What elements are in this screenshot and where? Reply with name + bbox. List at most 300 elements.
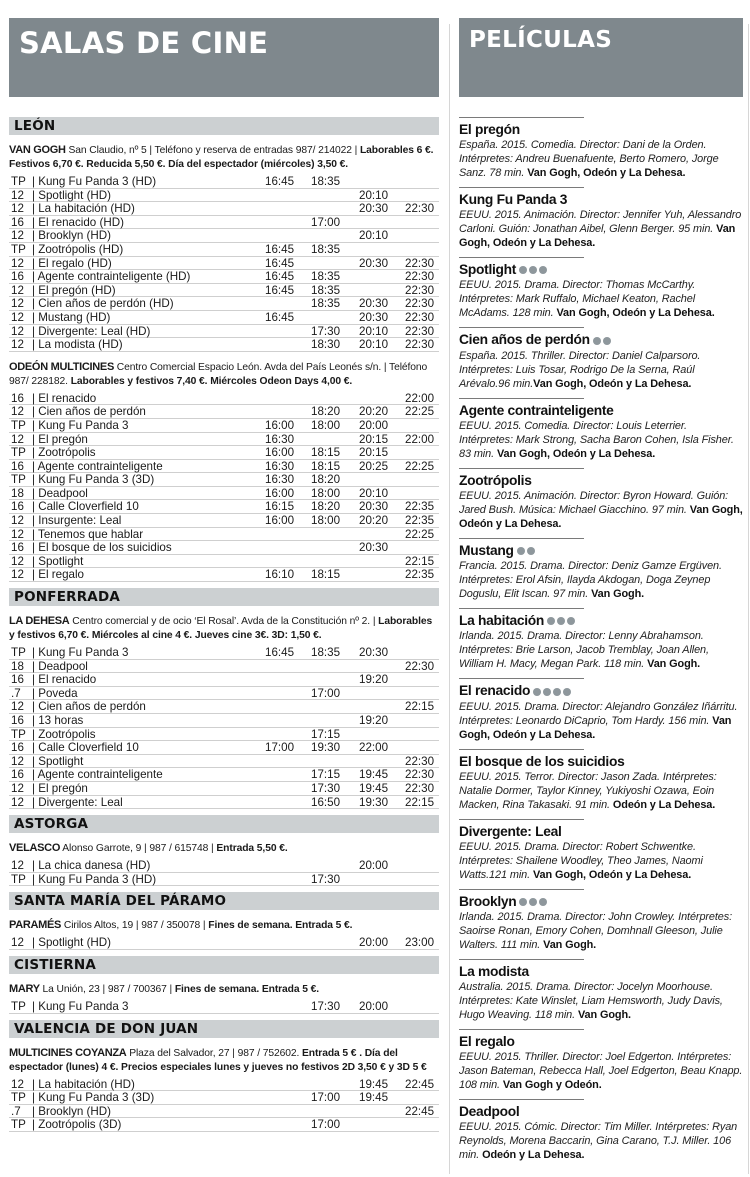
showtime: 22:35	[405, 568, 435, 582]
movie-title	[32, 714, 83, 727]
showtime: 17:30	[311, 999, 341, 1013]
movie-title-text: 13 horas	[38, 714, 84, 727]
separator: |	[32, 175, 39, 188]
film-divider	[459, 608, 584, 609]
separator: |	[32, 795, 39, 809]
cinema-prices: Laborables 6 €. Festivos 6,70 €. Reducida 5,50 €. Día del espectador (miércoles) 3,50 €.	[9, 145, 434, 170]
movie-title	[32, 175, 156, 188]
showtime: 18:30	[311, 338, 341, 352]
showtime-row	[9, 936, 439, 950]
showtime: 18:20	[311, 500, 341, 514]
column-divider	[449, 24, 450, 1174]
showtime: 18:15	[311, 446, 341, 460]
film-details: Irlanda. 2015. Drama. Director: Lenny Abrahamson. Intérpretes: Brie Larson, Jacob Tremblay, Joan Allen, William H. Macy, Megan Park. 118 min.	[459, 630, 709, 671]
showtime: 20:15	[359, 446, 389, 460]
showtime-row	[9, 392, 439, 406]
movie-title	[32, 500, 139, 513]
age-rating: 12	[11, 432, 24, 446]
film-divider	[459, 187, 584, 188]
film-title	[459, 192, 743, 208]
showtime: 18:15	[311, 568, 341, 582]
film-title	[459, 122, 743, 138]
movie-title-text: Divergente: Leal (HD)	[38, 324, 151, 338]
age-rating: TP	[11, 418, 26, 432]
movie-title-text: La modista (HD)	[38, 338, 123, 352]
film-details: EEUU. 2015. Drama. Director: Thomas McCarthy. Intérpretes: Mark Ruffalo, Michael Keaton, Rachel McAdams. 128 min.	[459, 279, 696, 320]
movie-title	[32, 446, 96, 459]
cinema-address: San Claudio, nº 5 | Teléfono y reserva de entradas 987/ 214022 |	[68, 145, 360, 156]
movie-title-text: Kung Fu Panda 3	[38, 999, 129, 1013]
separator: |	[32, 673, 39, 687]
separator: |	[32, 781, 39, 795]
movie-title	[32, 270, 190, 283]
film-entry	[459, 745, 743, 812]
film-description	[459, 138, 743, 180]
rating-dot-icon	[553, 688, 561, 696]
showtime: 22:30	[405, 324, 435, 338]
separator: |	[32, 473, 39, 487]
rating-dot-icon	[557, 617, 565, 625]
showtime: 18:35	[311, 646, 341, 660]
film-entry	[459, 113, 743, 180]
age-rating: TP	[11, 473, 26, 487]
movie-title-text: Zootrópolis (3D)	[38, 1118, 122, 1132]
movie-title-text: La habitación (HD)	[38, 1077, 135, 1091]
film-description	[459, 840, 743, 882]
movie-title	[32, 1105, 111, 1118]
showtime-row	[9, 189, 439, 203]
film-description	[459, 980, 743, 1022]
film-title-text: Brooklyn	[459, 893, 517, 909]
showtime-row	[9, 541, 439, 555]
showtime: 22:30	[405, 338, 435, 352]
movie-title-text: El pregón (HD)	[38, 283, 116, 297]
age-rating: 12	[11, 700, 24, 714]
cinema-name: ODEÓN MULTICINES	[9, 360, 114, 373]
movie-title-text: Agente contrainteligente	[37, 768, 163, 782]
showtime-row	[9, 714, 439, 728]
rating-dot-icon	[539, 898, 547, 906]
movie-title-text: Calle Cloverfield 10	[38, 741, 139, 755]
showtime: 22:30	[405, 754, 435, 768]
rating-dot-icon	[543, 688, 551, 696]
city-header: SANTA MARÍA DEL PÁRAMO	[9, 892, 439, 910]
movie-title	[32, 311, 110, 324]
movie-title-text: Kung Fu Panda 3	[38, 418, 129, 432]
showtime-row	[9, 243, 439, 257]
film-title-text: Spotlight	[459, 262, 517, 277]
separator: |	[32, 727, 39, 741]
showtime: 22:30	[405, 659, 435, 673]
movie-title-text: El renacido	[38, 391, 97, 405]
film-divider	[459, 1029, 584, 1030]
showtime: 17:15	[311, 768, 341, 782]
film-title-text: Agente contrainteligente	[459, 402, 614, 418]
rating-dots	[547, 613, 577, 629]
showtime: 18:00	[311, 486, 341, 500]
film-details: Australia. 2015. Drama. Director: Jocelyn Moorhouse. Intérpretes: Kate Winslet, Liam Hemsworth, Judy Davis, Hugo Weaving. 118 min.	[459, 981, 723, 1022]
movie-title	[32, 1078, 135, 1091]
separator: |	[32, 391, 39, 405]
movie-title-text: Zootrópolis	[38, 727, 96, 741]
showtime: 20:10	[359, 486, 389, 500]
film-divider	[459, 1099, 584, 1100]
rating-dot-icon	[547, 617, 555, 625]
showtime: 22:25	[405, 527, 435, 541]
showtime: 16:45	[265, 283, 295, 297]
age-rating: 12	[11, 859, 24, 873]
film-details: EEUU. 2015. Terror. Director: Jason Zada. Intérpretes: Natalie Dormer, Taylor Kinney, Yukiyoshi Ozawa, Eoin Macken, Rina Takasaki. 91 min.	[459, 770, 717, 811]
film-divider	[459, 538, 584, 539]
age-rating: 12	[11, 936, 24, 950]
movie-title-text: El bosque de los suicidios	[38, 541, 172, 555]
film-details: Irlanda. 2015. Drama. Director: John Crowley. Intérpretes: Saoirse Ronan, Emory Cohen, Domhnall Gleeson, Julie Walters. 111 min.	[459, 911, 733, 952]
film-divider	[459, 889, 584, 890]
rating-dots	[519, 262, 549, 278]
movie-title	[32, 528, 143, 541]
film-entry	[459, 1095, 743, 1162]
age-rating: 16	[11, 768, 24, 782]
film-cinemas: Odeón y La Dehesa.	[612, 798, 716, 811]
showtime: 19:30	[359, 795, 389, 809]
movie-title	[32, 859, 150, 872]
movie-title	[32, 700, 146, 713]
film-divider	[459, 257, 584, 258]
rating-dot-icon	[529, 266, 537, 274]
showtime: 20:30	[359, 310, 389, 324]
film-divider	[459, 749, 584, 750]
showtime: 22:30	[405, 781, 435, 795]
separator: |	[32, 646, 39, 660]
showtime: 17:30	[311, 872, 341, 886]
showtime: 19:20	[359, 673, 389, 687]
cinema-sections	[9, 117, 439, 1132]
movie-title	[32, 1091, 154, 1104]
movie-title-text: Brooklyn (HD)	[38, 1104, 112, 1118]
showtime-row	[9, 216, 439, 230]
film-cinemas: Van Gogh.	[647, 658, 701, 671]
cinema-prices: Entrada 5,50 €.	[216, 843, 288, 855]
movie-title-text: Tenemos que hablar	[38, 527, 144, 541]
showtime: 20:10	[359, 324, 389, 338]
movie-title-text: Kung Fu Panda 3 (3D)	[38, 1091, 155, 1105]
film-title	[459, 473, 743, 489]
showtime: 16:45	[265, 646, 295, 660]
movie-title-text: El pregón	[38, 432, 88, 446]
rating-dot-icon	[519, 266, 527, 274]
film-cinemas: Van Gogh.	[577, 1009, 631, 1022]
cinema-info	[9, 143, 439, 172]
film-entry	[459, 674, 743, 741]
showtime: 17:00	[311, 1091, 341, 1105]
showtime: 23:00	[405, 936, 435, 950]
film-details: EEUU. 2015. Drama. Director: Alejandro González Iñárritu. Intérpretes: Leonardo DiCaprio, Tom Hardy. 156 min.	[459, 700, 738, 727]
film-entry	[459, 464, 743, 531]
movie-title	[32, 297, 174, 310]
showtime: 22:30	[405, 202, 435, 216]
showtimes-table	[9, 936, 439, 950]
movie-title	[32, 189, 111, 202]
right-border	[748, 24, 749, 1174]
age-rating: 12	[11, 297, 24, 311]
cinema-address: Plaza del Salvador, 27 | 987 / 752602.	[129, 1047, 303, 1059]
movie-title-text: Spotlight (HD)	[38, 188, 112, 202]
showtime-row	[9, 568, 439, 582]
age-rating: TP	[11, 1091, 26, 1105]
age-rating: TP	[11, 727, 26, 741]
showtime: 22:45	[405, 1104, 435, 1118]
showtime: 18:35	[311, 242, 341, 256]
showtime: 16:30	[265, 459, 295, 473]
film-title-text: El renacido	[459, 683, 531, 699]
film-title	[459, 1034, 743, 1050]
cinema-address: Cirilos Altos, 19 | 987 / 350078 |	[63, 920, 209, 932]
film-title	[459, 683, 743, 699]
age-rating: 18	[11, 659, 24, 673]
showtime-row	[9, 446, 439, 460]
showtime: 22:45	[405, 1077, 435, 1091]
showtime: 16:00	[265, 418, 295, 432]
showtime: 18:00	[311, 514, 341, 528]
age-rating: 16	[11, 714, 24, 727]
film-entry	[459, 253, 743, 320]
showtimes-table	[9, 646, 439, 809]
showtime: 16:00	[265, 446, 295, 460]
movie-title	[32, 541, 172, 554]
movie-title-text: El renacido (HD)	[38, 215, 124, 229]
showtime: 18:35	[311, 270, 341, 284]
film-divider	[459, 327, 584, 328]
showtime-row	[9, 325, 439, 339]
age-rating: 12	[11, 781, 24, 795]
separator: |	[32, 527, 39, 541]
film-description	[459, 910, 743, 952]
age-rating: 16	[11, 741, 24, 755]
movie-title	[32, 796, 123, 809]
cinema-address: La Unión, 23 | 987 / 700367 |	[42, 983, 175, 995]
age-rating: 12	[11, 514, 24, 528]
showtime-row	[9, 741, 439, 755]
showtime-row	[9, 297, 439, 311]
separator: |	[32, 714, 39, 727]
showtime: 19:30	[311, 741, 341, 755]
showtime: 18:20	[311, 405, 341, 419]
movie-title	[32, 284, 116, 297]
showtime-row	[9, 673, 439, 687]
separator: |	[32, 1118, 39, 1132]
film-cinemas: Van Gogh, Odeón y La Dehesa.	[496, 447, 656, 460]
showtime-row	[9, 175, 439, 189]
film-title	[459, 332, 743, 348]
rating-dot-icon	[567, 617, 575, 625]
film-cinemas: Van Gogh.	[591, 588, 645, 601]
showtime: 22:15	[405, 554, 435, 568]
movie-title	[32, 338, 123, 351]
film-description	[459, 349, 743, 391]
cinema-name: PARAMÉS	[9, 919, 62, 932]
film-title-text: Mustang	[459, 542, 514, 558]
showtime: 20:30	[359, 202, 389, 216]
film-title	[459, 894, 743, 910]
showtime: 17:00	[265, 741, 295, 755]
showtime-row	[9, 487, 439, 501]
separator: |	[32, 283, 39, 297]
movie-title-text: La habitación (HD)	[38, 202, 135, 216]
movie-title-text: Agente contrainteligente	[37, 459, 163, 473]
showtime: 18:35	[311, 175, 341, 188]
movie-title-text: Spotlight	[38, 554, 84, 568]
showtime: 20:30	[359, 646, 389, 660]
movie-title	[32, 229, 111, 242]
showtime-row	[9, 338, 439, 352]
showtime: 20:10	[359, 338, 389, 352]
movie-title	[32, 202, 135, 215]
films-column	[459, 18, 743, 1165]
rating-dot-icon	[527, 547, 535, 555]
age-rating: 16	[11, 270, 24, 284]
age-rating: 12	[11, 554, 24, 568]
film-title-text: La habitación	[459, 613, 545, 629]
separator: |	[32, 999, 39, 1013]
cinema-info	[9, 918, 439, 933]
showtime: 16:30	[265, 473, 295, 487]
film-description	[459, 419, 743, 461]
movie-title-text: Cien años de perdón (HD)	[38, 297, 174, 311]
showtime: 17:15	[311, 727, 341, 741]
cinema-prices: Laborables y festivos 6,70 €. Miércoles al cine 4 €. Jueves cine 3€. 3D: 1,50 €.	[9, 616, 433, 642]
film-title	[459, 964, 743, 980]
showtime-row	[9, 528, 439, 542]
age-rating: 12	[11, 202, 24, 216]
movie-title	[32, 660, 88, 673]
film-list	[459, 113, 743, 1162]
separator: |	[32, 686, 39, 700]
movie-title-text: Calle Cloverfield 10	[38, 500, 139, 514]
film-details: España. 2015. Thriller. Director: Daniel Calparsoro. Intérpretes: Luis Tosar, Rodrigo De la Serna, Raúl Arévalo.96 min.	[459, 349, 701, 390]
film-divider	[459, 819, 584, 820]
age-rating: 12	[11, 1077, 24, 1091]
showtime: 22:30	[405, 270, 435, 284]
showtime: 20:00	[359, 859, 389, 873]
film-title-text: Divergente: Leal	[459, 823, 562, 839]
showtimes-table	[9, 392, 439, 582]
movie-title-text: Spotlight (HD)	[38, 936, 112, 950]
cinema-name: VELASCO	[9, 842, 61, 855]
film-title	[459, 754, 743, 770]
separator: |	[32, 270, 38, 284]
age-rating: 12	[11, 229, 24, 243]
age-rating: 12	[11, 283, 24, 297]
film-cinemas: Van Gogh, Odeón y La Dehesa.	[459, 503, 743, 530]
film-description	[459, 629, 743, 671]
age-rating: 16	[11, 215, 24, 229]
age-rating: TP	[11, 999, 26, 1013]
film-entry	[459, 1025, 743, 1092]
showtime-row	[9, 700, 439, 714]
cinema-prices: Fines de semana. Entrada 5 €.	[208, 920, 353, 932]
showtime: 17:30	[311, 324, 341, 338]
age-rating: TP	[11, 1118, 26, 1132]
showtimes-table	[9, 1000, 439, 1014]
separator: |	[32, 446, 39, 460]
age-rating: .7	[11, 686, 21, 700]
separator: |	[32, 500, 39, 514]
showtime: 16:45	[265, 256, 295, 270]
showtime: 20:30	[359, 297, 389, 311]
movie-title	[32, 514, 121, 527]
movie-title	[32, 487, 88, 500]
film-title-text: El bosque de los suicidios	[459, 753, 625, 769]
showtime: 16:30	[265, 432, 295, 446]
film-entry	[459, 534, 743, 601]
showtime-row	[9, 460, 439, 474]
film-description	[459, 559, 743, 601]
showtime-row	[9, 500, 439, 514]
film-divider	[459, 678, 584, 679]
showtime-row	[9, 1078, 439, 1092]
rating-dots	[593, 333, 613, 349]
film-details: Francia. 2015. Drama. Director: Deniz Gamze Ergüven. Intérpretes: Erol Afsin, Ilayda Akdogan, Doga Zeynep Doguslu, Elit Iscan. 97 min.	[459, 560, 722, 601]
film-description	[459, 770, 743, 812]
film-title-text: Deadpool	[459, 1104, 520, 1120]
city-header: CISTIERNA	[9, 956, 439, 974]
movie-title	[32, 392, 96, 405]
movie-title-text: Zootrópolis	[38, 446, 96, 460]
showtime-row	[9, 1118, 439, 1132]
showtime: 20:10	[359, 188, 389, 202]
cinemas-title: SALAS DE CINE	[19, 26, 269, 60]
showtime: 20:00	[359, 936, 389, 950]
film-entry	[459, 955, 743, 1022]
showtime-row	[9, 202, 439, 216]
film-cinemas: Odeón y La Dehesa.	[482, 1149, 585, 1162]
age-rating: 12	[11, 527, 24, 541]
cinema-prices: Laborables y festivos 7,40 €. Miércoles Odeon Days 4,00 €.	[70, 375, 353, 387]
cinema-name: MARY	[9, 982, 40, 995]
separator: |	[32, 188, 39, 202]
separator: |	[32, 754, 39, 768]
movie-title	[32, 741, 139, 754]
showtime: 20:30	[359, 541, 389, 555]
movie-title	[32, 216, 124, 229]
movie-title	[32, 325, 150, 338]
film-cinemas: Van Gogh.	[543, 939, 597, 952]
film-cinemas: Van Gogh, Odeón y La Dehesa.	[459, 223, 736, 249]
movie-title	[32, 782, 88, 795]
film-title-text: La modista	[459, 964, 529, 980]
showtime: 16:45	[265, 310, 295, 324]
films-title: PELÍCULAS	[469, 27, 613, 53]
film-title-text: Kung Fu Panda 3	[459, 192, 568, 207]
film-title	[459, 824, 743, 840]
age-rating: TP	[11, 872, 26, 886]
showtimes-table	[9, 1078, 439, 1132]
film-title	[459, 262, 743, 278]
movie-title	[32, 936, 111, 949]
rating-dots	[533, 684, 573, 700]
cinemas-column	[9, 18, 439, 1135]
rating-dot-icon	[539, 266, 547, 274]
showtime-row	[9, 514, 439, 528]
film-entry	[459, 815, 743, 882]
showtime-row	[9, 646, 439, 660]
showtime-row	[9, 284, 439, 298]
film-description	[459, 1050, 743, 1092]
movie-title-text: La chica danesa (HD)	[38, 859, 151, 873]
showtime: 22:30	[405, 297, 435, 311]
movie-title-text: El pregón	[38, 781, 88, 795]
film-title	[459, 403, 743, 419]
